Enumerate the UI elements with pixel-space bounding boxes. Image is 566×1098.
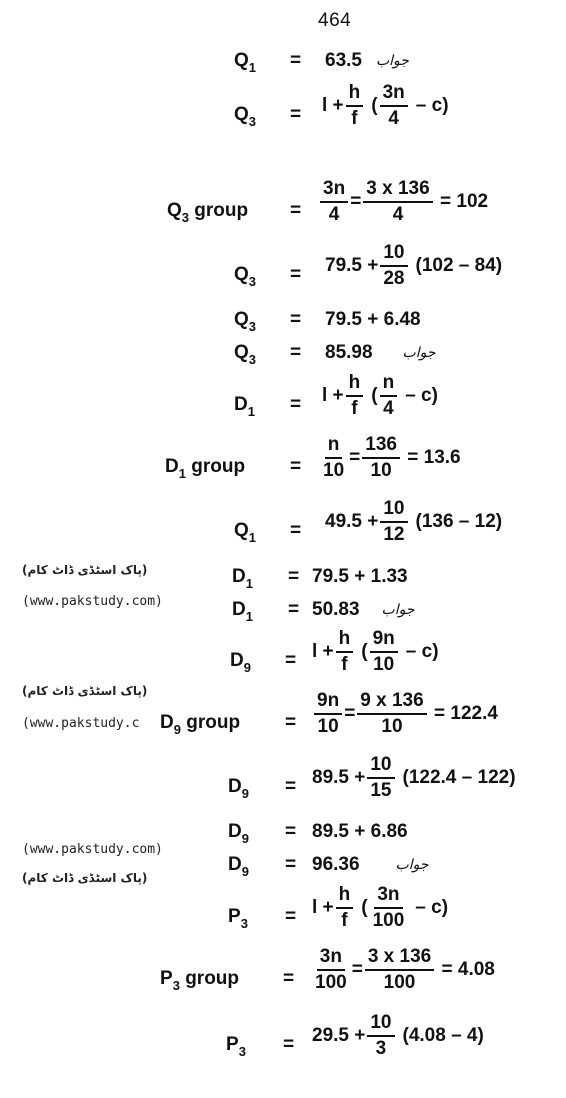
fraction-h-over-f: $\frac{10}{3}$ — [367, 1013, 394, 1059]
fraction-h-over-f: $\frac{10}{12}$ — [380, 499, 407, 545]
watermark-url: (www.pakstudy.com) — [22, 594, 163, 609]
fraction-computation: $\frac{3 x 136}{4}$ — [363, 179, 432, 225]
fraction-h-over-f: $\frac{h}{f}$ — [346, 83, 364, 129]
fraction-position: $\frac{3n}{100}$ — [315, 946, 347, 993]
fraction-h-over-f: $\frac{10}{28}$ — [380, 243, 407, 289]
answer-label: جواب — [395, 857, 429, 873]
answer-label: جواب — [375, 53, 409, 69]
fraction-computation: $\frac{3 x 136}{100}$ — [365, 947, 434, 993]
watermark-urdu: (پاک اسٹڈی ڈاٹ کام) — [22, 563, 148, 577]
fraction-position: $\frac{n}{4}$ — [380, 373, 398, 419]
fraction-position: $\frac{9n}{10}$ — [370, 629, 398, 675]
fraction-h-over-f: $\frac{h}{f}$ — [336, 629, 354, 675]
watermark-urdu: (پاک اسٹڈی ڈاٹ کام) — [22, 871, 148, 885]
fraction-position: $\frac{3n}{4}$ — [380, 83, 408, 129]
fraction-h-over-f: $\frac{10}{15}$ — [367, 755, 394, 801]
answer-label: جواب — [381, 602, 415, 618]
watermark-url: (www.pakstudy.com) — [22, 842, 163, 857]
watermark-urdu: (پاک اسٹڈی ڈاٹ کام) — [22, 684, 148, 698]
textbook-page: 464 $Q_1$ = 63.5 جواب $Q_3$ = l + $\frac{h}{f}$ ( $\frac{3n}{4}$ – c) $Q_3$ group = $\frac{3n}{4}$ = $\frac{3 x 136}{4}$ = 102 $Q_3$ = 79.5 + $\frac{10}{28}$ (102 – 84) $Q_3$ = 79.5 + 6.48 $Q_3$ = 85.98 جواب $D_1$ = l + $\frac{h}{f}$ ( $\frac{n}{4}$ – c) $D_1$ group = $\frac{n}{10}$ = $\frac{136}{10}$ = 13.6 $Q_1$ = 49.5 + $\frac{10}{12}$ (136 – 12) (پاک اسٹڈی ڈاٹ کام) (www.pakstudy.com) $D_1$ = 79.5 + 1.33 $D_1$ = 50.83 جواب $D_9$ = l + $\frac{h}{f}$ ( $\frac{9n}{10}$ – c) (پاک اسٹڈی ڈاٹ کام) (www.pakstudy.c $D_9$ group = $\frac{9n}{10}$ = $\frac{9 x 136}{10}$ = 122.4 $D_9$ = 89.5 + $\frac{10}{15}$ (122.4 – 122) $D_9$ = 89.5 + 6.86 (www.pakstudy.com) (پاک اسٹڈی ڈاٹ کام) $D_9$ = 96.36 جواب $P_3$ = l + $\frac{h}{f}$ ( $\frac{3n}{100}$ – c) $P_3$ group = $\frac{3n}{100}$ = $\frac{3 x 136}{100}$ = 4.08 $P_3$ = 29.5 + $\frac{10}{3}$ (4.08 – 4) — [22, 10, 516, 1059]
fraction-computation: $\frac{9 x 136}{10}$ — [357, 691, 426, 737]
page-number: 464 — [318, 10, 352, 31]
fraction-position: $\frac{n}{10}$ — [323, 434, 345, 481]
answer-label: جواب — [402, 345, 436, 361]
watermark-url: (www.pakstudy.c — [22, 716, 140, 731]
fraction-h-over-f: $\frac{h}{f}$ — [346, 373, 364, 419]
fraction-h-over-f: $\frac{h}{f}$ — [336, 885, 354, 931]
fraction-computation: $\frac{136}{10}$ — [362, 435, 400, 481]
fraction-position: $\frac{9n}{10}$ — [314, 691, 342, 737]
fraction-position: $\frac{3n}{100}$ — [372, 884, 405, 931]
fraction-position: $\frac{3n}{4}$ — [320, 179, 348, 225]
